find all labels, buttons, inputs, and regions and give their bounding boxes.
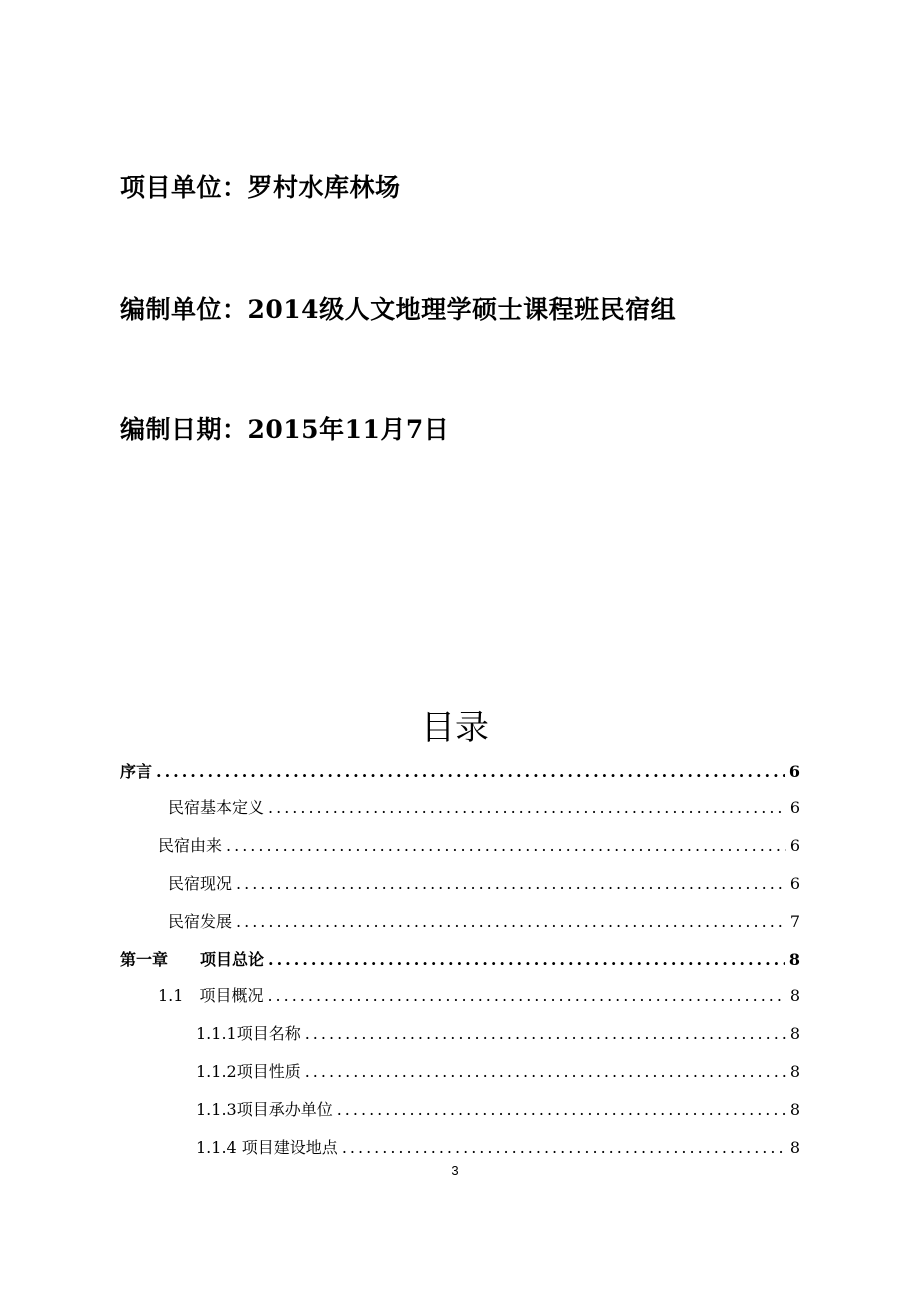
toc-leader bbox=[267, 984, 785, 1008]
toc-entry-chapter-1[interactable] bbox=[120, 948, 800, 972]
toc-leader bbox=[226, 834, 786, 858]
page-number: 3 bbox=[451, 1163, 459, 1178]
toc-entry-label: 1.1.2项目性质 bbox=[196, 1062, 301, 1081]
toc-entry-label: 民宿现况 bbox=[168, 874, 233, 893]
project-unit-line: 项目单位：罗村水库林场 bbox=[120, 173, 401, 202]
toc-entry-label: 民宿基本定义 bbox=[168, 798, 265, 817]
toc-entry-1-1[interactable] bbox=[158, 984, 800, 1008]
toc-entry-page: 8 bbox=[789, 1024, 800, 1043]
toc-entry-definition[interactable] bbox=[168, 796, 800, 820]
toc-title: 目录 bbox=[421, 708, 489, 748]
toc-entry-status[interactable] bbox=[168, 872, 800, 896]
compiler-unit-line: 编制单位：2014级人文地理学硕士课程班民宿组 bbox=[120, 295, 677, 324]
toc-entry-1-1-2[interactable] bbox=[196, 1060, 800, 1084]
toc-leader bbox=[342, 1136, 786, 1160]
toc-entry-page: 6 bbox=[789, 874, 800, 893]
toc-leader bbox=[337, 1098, 786, 1122]
toc-entry-page: 7 bbox=[789, 912, 800, 931]
toc-entry-label: 1.1.3项目承办单位 bbox=[196, 1100, 333, 1119]
toc-entry-label: 民宿由来 bbox=[158, 836, 223, 855]
toc-leader bbox=[305, 1022, 786, 1046]
toc-leader bbox=[156, 760, 785, 784]
toc-leader bbox=[236, 872, 786, 896]
toc-entry-page: 8 bbox=[788, 950, 800, 969]
toc-entry-page: 8 bbox=[789, 1100, 800, 1119]
toc-leader bbox=[268, 948, 785, 972]
toc-entry-1-1-1[interactable] bbox=[196, 1022, 800, 1046]
toc-leader bbox=[305, 1060, 786, 1084]
toc-entry-page: 8 bbox=[789, 986, 800, 1005]
toc-leader bbox=[268, 796, 786, 820]
toc-entry-label: 1.1 项目概况 bbox=[158, 986, 264, 1005]
toc-entry-1-1-3[interactable] bbox=[196, 1098, 800, 1122]
toc-entry-label: 民宿发展 bbox=[168, 912, 233, 931]
toc-entry-page: 6 bbox=[789, 836, 800, 855]
toc-entry-label: 1.1.1项目名称 bbox=[196, 1024, 301, 1043]
toc-entry-preface[interactable] bbox=[120, 760, 800, 784]
toc-leader bbox=[236, 910, 786, 934]
toc-entry-origin[interactable] bbox=[158, 834, 800, 858]
toc-entry-label: 第一章 项目总论 bbox=[120, 950, 265, 969]
toc-entry-label: 1.1.4 项目建设地点 bbox=[196, 1138, 338, 1157]
toc-entry-page: 8 bbox=[789, 1062, 800, 1081]
toc-entry-label: 序言 bbox=[120, 762, 153, 781]
toc-entry-page: 6 bbox=[789, 798, 800, 817]
toc-entry-page: 8 bbox=[789, 1138, 800, 1157]
toc-entry-1-1-4[interactable] bbox=[196, 1136, 800, 1160]
toc-entry-page: 6 bbox=[788, 762, 800, 781]
compile-date-line: 编制日期：2015年11月7日 bbox=[120, 415, 450, 444]
toc-entry-development[interactable] bbox=[168, 910, 800, 934]
